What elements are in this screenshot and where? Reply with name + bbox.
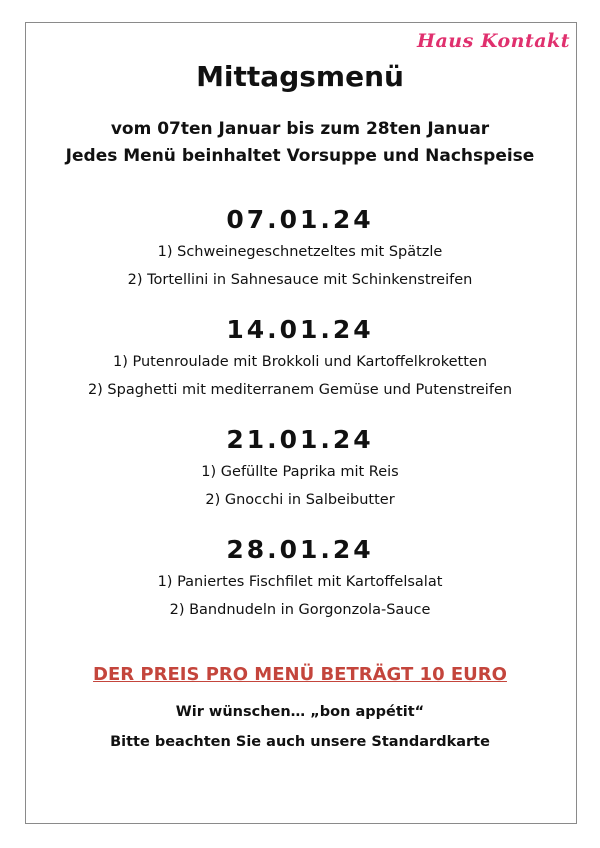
- bon-appetit-line: Wir wünschen… „bon appétit“: [175, 704, 425, 720]
- menu-item: 2) Bandnudeln in Gorgonzola-Sauce: [169, 602, 431, 618]
- menu-subtitle: [0, 116, 600, 170]
- menu-item: 2) Spaghetti mit mediterranem Gemüse und Putenstreifen: [87, 382, 513, 398]
- menu-section: [0, 427, 600, 514]
- standard-menu-note: Bitte beachten Sie auch unsere Standardkarte: [110, 734, 490, 750]
- section-date: 28.01.24: [226, 535, 374, 564]
- section-date: 14.01.24: [226, 315, 374, 344]
- section-date: 07.01.24: [226, 205, 374, 234]
- menu-item: 1) Schweinegeschnetzeltes mit Spätzle: [157, 244, 443, 260]
- menu-item: 1) Gefüllte Paprika mit Reis: [201, 464, 399, 480]
- menu-section: [0, 207, 600, 294]
- brand-logo: Haus Kontakt: [417, 30, 570, 52]
- section-date: 21.01.24: [226, 425, 374, 454]
- menu-item: 1) Putenroulade mit Brokkoli und Kartoffelkroketten: [112, 354, 488, 370]
- menu-item: 1) Paniertes Fischfilet mit Kartoffelsalat: [157, 574, 443, 590]
- price-notice: DER PREIS PRO MENÜ BETRÄGT 10 EURO: [93, 664, 507, 685]
- menu-title: Mittagsmenü: [196, 60, 404, 93]
- menu-section: [0, 317, 600, 404]
- menu-item: 2) Gnocchi in Salbeibutter: [205, 492, 395, 508]
- menu-includes-note: Jedes Menü beinhaltet Vorsuppe und Nachspeise: [65, 146, 535, 166]
- closing-text: [0, 697, 600, 757]
- menu-section: [0, 537, 600, 624]
- menu-item: 2) Tortellini in Sahnesauce mit Schinkenstreifen: [127, 272, 473, 288]
- date-range: vom 07ten Januar bis zum 28ten Januar: [110, 119, 490, 139]
